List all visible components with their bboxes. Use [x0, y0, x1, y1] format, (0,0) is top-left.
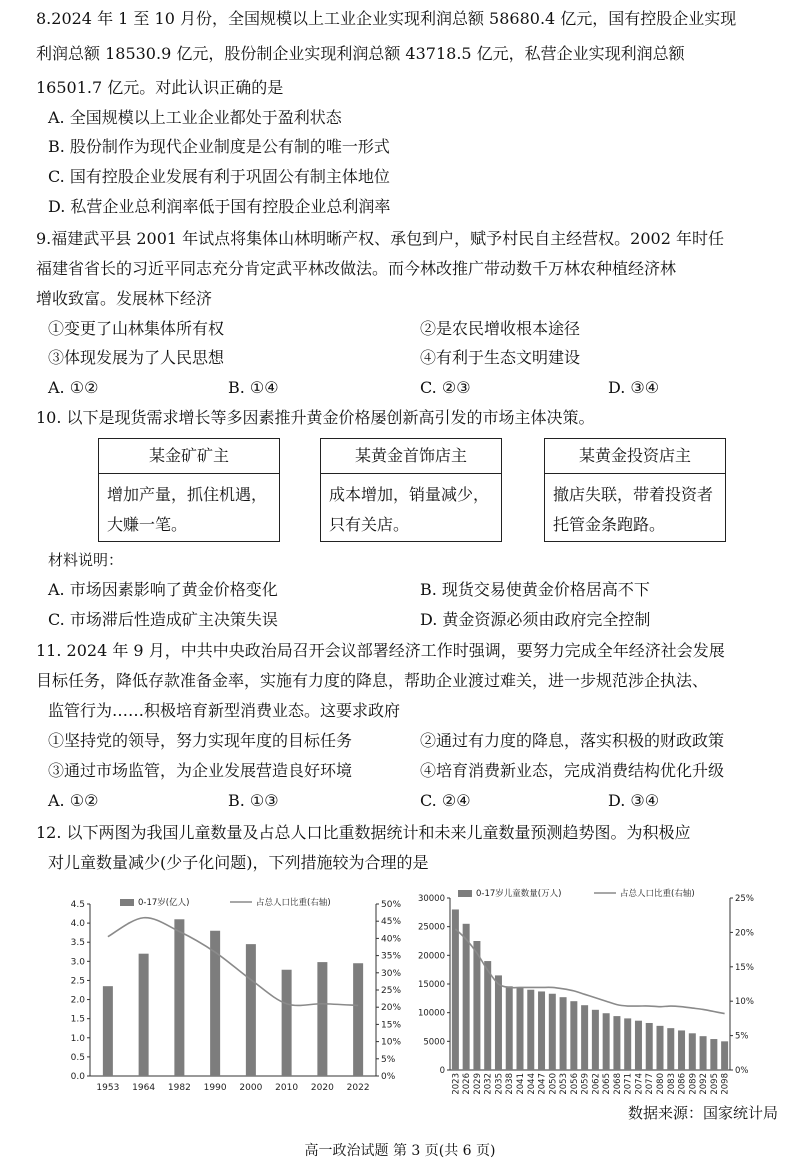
y2-tick-label: 10%: [735, 997, 754, 1008]
x-tick-label: 2056: [569, 1073, 580, 1095]
y-tick-label: 3.0: [70, 957, 85, 968]
q11-option-a: A. ①②: [48, 791, 99, 810]
y2-tick-label: 40%: [381, 934, 402, 945]
bar: [452, 909, 459, 1070]
y2-tick-label: 10%: [381, 1037, 402, 1048]
x-tick-label: 2044: [526, 1073, 537, 1095]
q10-option-b: B. 现货交易使黄金价格居高不下: [420, 580, 650, 599]
bar: [538, 991, 545, 1070]
y-tick-label: 2.0: [70, 995, 85, 1006]
child-population-forecast-chart: [414, 884, 786, 1106]
bar: [473, 941, 480, 1070]
bar: [517, 988, 524, 1070]
y2-tick-label: 15%: [381, 1020, 402, 1031]
bar: [710, 1039, 717, 1070]
y-tick-label: 0.0: [70, 1072, 85, 1082]
q9-option-b: B. ①④: [228, 378, 279, 397]
y-tick-label: 1.5: [70, 1014, 85, 1025]
legend-bar-swatch: [458, 890, 472, 897]
q10-option-d: D. 黄金资源必须由政府完全控制: [420, 610, 651, 629]
bar: [495, 975, 502, 1070]
y2-tick-label: 25%: [381, 986, 402, 996]
bar: [282, 970, 292, 1076]
q10-box-miner-body: 增加产量，抓住机遇，大赚一笔。: [107, 485, 268, 534]
y-tick-label: 25000: [417, 922, 445, 933]
bar: [678, 1030, 685, 1070]
q11-item-2: ②通过有力度的降息，落实积极的财政政策: [420, 731, 725, 750]
bar: [317, 962, 327, 1076]
x-tick-label: 2050: [548, 1073, 559, 1095]
y2-tick-label: 25%: [735, 894, 754, 904]
x-tick-label: 2098: [720, 1073, 731, 1095]
y-tick-label: 4.5: [70, 900, 85, 910]
q8-option-b: B. 股份制作为现代企业制度是公有制的唯一形式: [48, 137, 390, 156]
q8-option-c: C. 国有控股企业发展有利于巩固公有制主体地位: [48, 167, 390, 186]
x-tick-label: 2095: [709, 1073, 720, 1095]
y2-tick-label: 50%: [381, 900, 402, 910]
x-tick-label: 2059: [580, 1073, 591, 1095]
data-source: 数据来源：国家统计局: [627, 1104, 778, 1122]
y2-tick-label: 0%: [381, 1072, 396, 1082]
x-tick-label: 2074: [634, 1073, 645, 1095]
y2-tick-label: 5%: [381, 1054, 396, 1065]
q9-option-c: C. ②③: [420, 378, 471, 397]
q9-item-3: ③体现发展为了人民思想: [48, 348, 225, 367]
bar: [581, 1005, 588, 1070]
q8-line-1: 8.2024 年 1 至 10 月份，全国规模以上工业企业实现利润总额 58680.4 亿元，国有控股企业实现: [36, 9, 737, 28]
y2-tick-label: 20%: [381, 1003, 402, 1014]
legend-line-label: 占总人口比重(右轴): [256, 898, 331, 908]
legend-bar-swatch: [120, 899, 134, 906]
x-tick-label: 1953: [96, 1083, 120, 1093]
y-tick-label: 1.0: [70, 1033, 85, 1044]
bar: [646, 1023, 653, 1070]
bar: [624, 1018, 631, 1070]
y-tick-label: 30000: [417, 894, 445, 904]
bar: [484, 961, 491, 1070]
q11-line-2: 目标任务，降低存款准备金率，实施有力度的降息，帮助企业渡过难关，进一步规范涉企执法、: [36, 671, 709, 690]
x-tick-label: 2080: [656, 1073, 666, 1095]
x-tick-label: 2038: [505, 1073, 516, 1095]
y2-tick-label: 15%: [735, 962, 754, 973]
y-tick-label: 4.0: [70, 919, 85, 930]
q9-item-2: ②是农民增收根本途径: [420, 319, 581, 338]
q10-box-miner: [98, 438, 280, 542]
x-tick-label: 2062: [591, 1073, 602, 1095]
x-tick-label: 2020: [310, 1083, 334, 1093]
y-tick-label: 3.5: [70, 938, 85, 949]
q10-option-c: C. 市场滞后性造成矿主决策失误: [48, 610, 278, 629]
q10-option-a: A. 市场因素影响了黄金价格变化: [48, 580, 278, 599]
x-tick-label: 2077: [645, 1073, 656, 1095]
q8-option-d: D. 私营企业总利润率低于国有控股企业总利润率: [48, 197, 391, 216]
q11-option-d: D. ③④: [608, 791, 660, 810]
bar: [635, 1021, 642, 1070]
x-tick-label: 2029: [472, 1073, 483, 1095]
q11-option-c: C. ②④: [420, 791, 471, 810]
q9-line-3: 增收致富。发展林下经济: [36, 289, 213, 308]
y2-tick-label: 30%: [381, 968, 402, 979]
q11-line-3: 监管行为……积极培育新型消费业态。这要求政府: [48, 701, 401, 720]
x-tick-label: 1982: [167, 1083, 191, 1093]
x-tick-label: 2026: [462, 1073, 473, 1095]
x-tick-label: 2092: [699, 1073, 710, 1095]
bar: [603, 1013, 610, 1070]
y2-tick-label: 45%: [381, 917, 402, 928]
q10-box-miner-title: 某金矿矿主: [99, 439, 279, 474]
bar: [463, 924, 470, 1070]
x-tick-label: 2053: [559, 1073, 570, 1095]
y2-tick-label: 0%: [735, 1066, 749, 1076]
y2-tick-label: 35%: [381, 951, 402, 962]
x-tick-label: 2083: [666, 1073, 677, 1095]
x-tick-label: 1964: [132, 1083, 156, 1093]
bar: [721, 1041, 728, 1070]
bar: [139, 954, 149, 1076]
q9-item-4: ④有利于生态文明建设: [420, 348, 581, 367]
x-tick-label: 2032: [483, 1073, 494, 1095]
bar: [174, 919, 184, 1076]
q10-box-jeweler: [320, 438, 502, 542]
q11-item-4: ④培育消费新业态，完成消费结构优化升级: [420, 761, 725, 780]
x-tick-label: 2041: [516, 1073, 526, 1095]
x-tick-label: 2010: [275, 1083, 299, 1093]
q11-line-1: 11. 2024 年 9 月，中共中央政治局召开会议部署经济工作时强调，要努力完成全年经济社会发展: [36, 641, 725, 660]
q10-box-jeweler-title: 某黄金首饰店主: [321, 439, 501, 474]
q9-item-1: ①变更了山林集体所有权: [48, 319, 225, 338]
q12-line-2: 对儿童数量减少(少子化问题)，下列措施较为合理的是: [48, 853, 429, 872]
legend-bar-label: 0-17岁儿童数量(万人): [476, 889, 562, 899]
q10-box-jeweler-body: 成本增加，销量减少，只有关店。: [329, 485, 490, 534]
x-tick-label: 2065: [602, 1073, 613, 1095]
q11-item-3: ③通过市场监管，为企业发展营造良好环境: [48, 761, 353, 780]
bar: [592, 1010, 599, 1070]
q10-stem: 10. 以下是现货需求增长等多因素推升黄金价格屡创新高引发的市场主体决策。: [36, 408, 595, 427]
q8-line-2: 利润总额 18530.9 亿元，股份制企业实现利润总额 43718.5 亿元，私营企业实现利润总额: [36, 44, 685, 63]
q11-option-b: B. ①③: [228, 791, 279, 810]
q10-box-investor: [544, 438, 726, 542]
q9-line-2: 福建省省长的习近平同志充分肯定武平林改做法。而今林改推广带动数千万林农种植经济林: [36, 259, 677, 278]
x-tick-label: 2000: [239, 1083, 263, 1093]
x-tick-label: 1990: [203, 1083, 227, 1093]
q9-option-a: A. ①②: [48, 378, 99, 397]
x-tick-label: 2047: [537, 1073, 548, 1095]
bar: [549, 994, 556, 1070]
q12-line-1: 12. 以下两图为我国儿童数量及占总人口比重数据统计和未来儿童数量预测趋势图。为积极应: [36, 823, 691, 842]
bar: [103, 986, 113, 1076]
legend-bar-label: 0-17岁(亿人): [138, 898, 190, 908]
bar: [506, 986, 513, 1070]
q10-box-investor-title: 某黄金投资店主: [545, 439, 725, 474]
page-footer: 高一政治试题 第 3 页(共 6 页): [304, 1143, 496, 1159]
q9-option-d: D. ③④: [608, 378, 660, 397]
q8-option-a: A. 全国规模以上工业企业都处于盈利状态: [48, 108, 342, 127]
y-tick-label: 0.5: [70, 1052, 85, 1063]
y-tick-label: 20000: [417, 951, 445, 962]
y2-tick-label: 5%: [735, 1031, 749, 1042]
x-tick-label: 2022: [346, 1083, 370, 1093]
q9-line-1: 9.福建武平县 2001 年试点将集体山林明晰产权、承包到户，赋予村民自主经营权。2002 年时任: [36, 229, 724, 248]
y-tick-label: 10000: [417, 1008, 445, 1019]
y-tick-label: 0: [439, 1066, 445, 1076]
bar: [246, 944, 256, 1076]
child-population-history-chart: [60, 888, 410, 1110]
bar: [613, 1016, 620, 1070]
y2-tick-label: 20%: [735, 928, 754, 939]
y-tick-label: 15000: [417, 980, 445, 990]
y-tick-label: 5000: [423, 1037, 445, 1048]
bar: [527, 990, 534, 1070]
bar: [353, 963, 363, 1076]
x-tick-label: 2023: [451, 1073, 462, 1095]
y-tick-label: 2.5: [70, 976, 85, 987]
q10-note: 材料说明：: [48, 551, 124, 569]
x-tick-label: 2035: [494, 1073, 505, 1095]
q8-line-3: 16501.7 亿元。对此认识正确的是: [36, 78, 284, 97]
bar: [667, 1028, 674, 1070]
bar: [700, 1036, 707, 1070]
bar: [570, 1001, 577, 1070]
bar: [657, 1026, 664, 1070]
x-tick-label: 2071: [623, 1073, 634, 1095]
bar: [560, 997, 567, 1070]
legend-line-label: 占总人口比重(右轴): [620, 889, 695, 899]
q11-item-1: ①坚持党的领导，努力实现年度的目标任务: [48, 731, 353, 750]
x-tick-label: 2089: [688, 1073, 699, 1095]
q10-box-investor-body: 撤店失联，带着投资者托管金条跑路。: [553, 485, 714, 534]
bar: [689, 1033, 696, 1070]
x-tick-label: 2068: [612, 1073, 623, 1095]
x-tick-label: 2086: [677, 1073, 688, 1095]
